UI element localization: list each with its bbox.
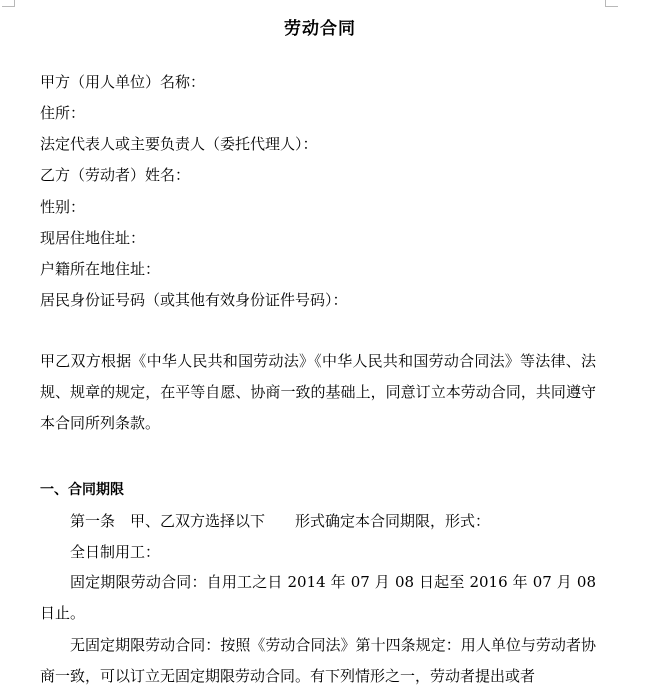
page-corner-mark-left — [2, 0, 15, 7]
field-id-number: 居民身份证号码（或其他有效身份证件号码）： — [40, 291, 348, 309]
fixed-term-contract-paragraph: 固定期限劳动合同：自用工之日 2014 年 07 月 08 日起至 2016 年 07 月 08 日止。 — [40, 573, 596, 622]
field-employer-name: 甲方（用人单位）名称： — [40, 73, 206, 91]
field-employee-name: 乙方（劳动者）姓名： — [40, 166, 191, 184]
field-legal-representative: 法定代表人或主要负责人（委托代理人）： — [40, 135, 318, 153]
document-title: 劳动合同 — [284, 19, 356, 39]
field-employer-address: 住所： — [40, 104, 86, 122]
field-gender: 性别： — [40, 198, 86, 216]
section-heading-contract-term: 一、合同期限 — [40, 482, 124, 498]
preamble-paragraph: 甲乙双方根据《中华人民共和国劳动法》《中华人民共和国劳动合同法》等法律、法规、规章的规定，在平等自愿、协商一致的基础上，同意订立本劳动合同，共同遵守本合同所列条款。 — [40, 352, 596, 432]
field-household-address: 户籍所在地住址： — [40, 260, 161, 278]
field-current-address: 现居住地住址： — [40, 229, 146, 247]
fulltime-employment-label: 全日制用工： — [70, 543, 161, 561]
article-1: 第一条 甲、乙双方选择以下 形式确定本合同期限，形式： — [70, 512, 491, 530]
open-term-contract-paragraph: 无固定期限劳动合同：按照《劳动合同法》第十四条规定：用人单位与劳动者协商一致，可以订立无固定期限劳动合同。有下列情形之一，劳动者提出或者 — [40, 636, 596, 685]
page-corner-mark-right — [605, 0, 618, 7]
